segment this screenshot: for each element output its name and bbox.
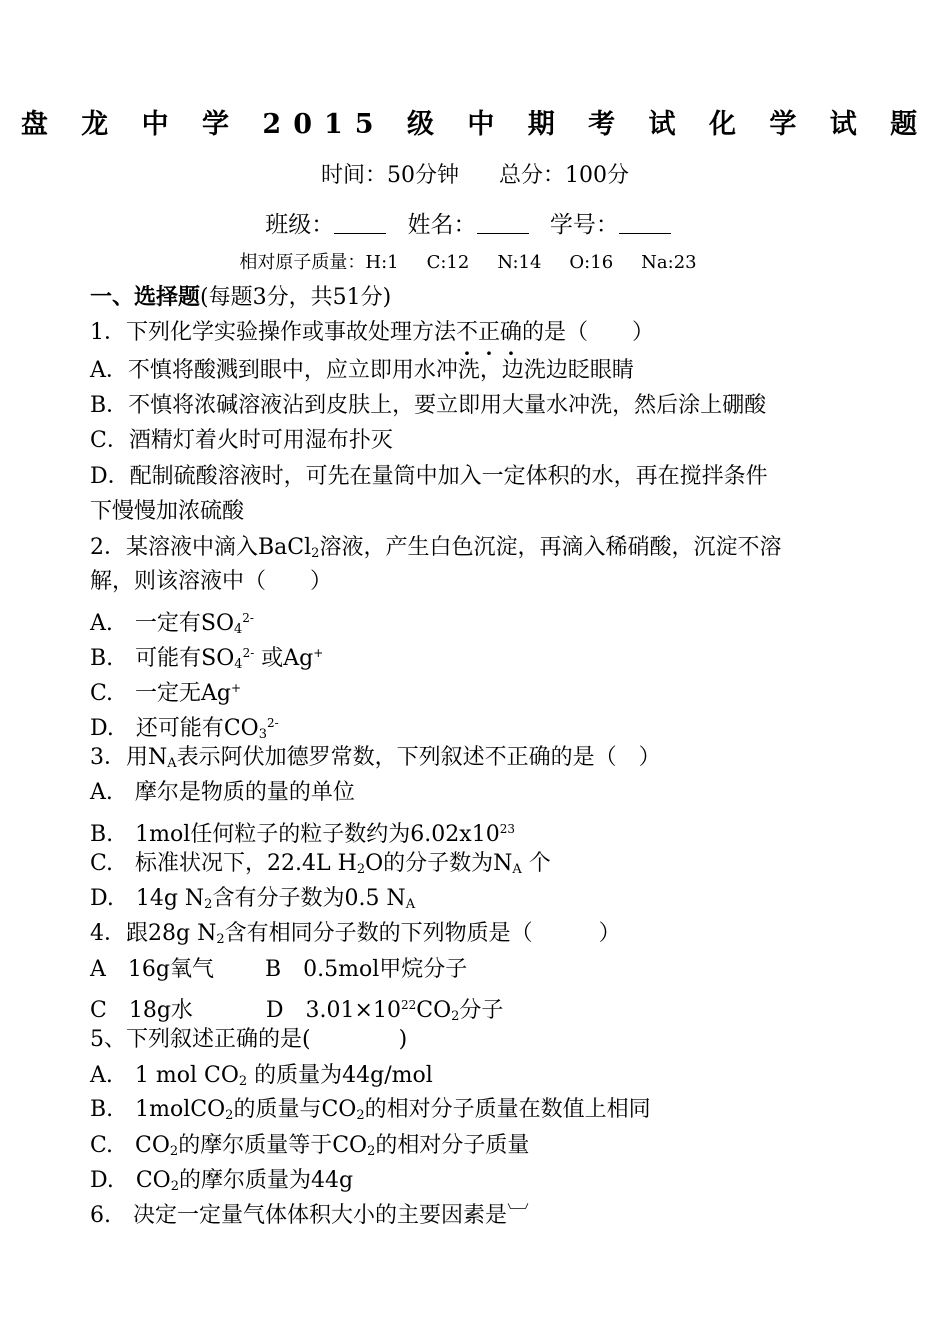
class-label: 班级：: [265, 212, 335, 238]
question-1-stem: 1．下列化学实验操作或事故处理方法不正确的是（ ）: [90, 320, 655, 345]
question-6-stem: 6. 决定一定量气体体积大小的主要因素是︺: [90, 1203, 529, 1228]
mass-item: C:12: [426, 252, 470, 273]
name-blank: [477, 215, 529, 234]
section-note: (每题3分，共51分): [200, 285, 392, 310]
question-1-option-a: A．不慎将酸溅到眼中，应立即用水冲洗，边洗边眨眼睛: [90, 358, 634, 383]
question-3-option-d: D. 14g $N_2$含有分子数为0.5 $N_A$: [90, 886, 416, 912]
question-1-option-c: C．酒精灯着火时可用湿布扑灭: [90, 428, 393, 453]
question-1-option-d: D．配制硫酸溶液时，可先在量筒中加入一定体积的水，再在搅拌条件: [90, 464, 768, 489]
student-id-label: 学号：: [549, 212, 619, 238]
exam-total-score: 总分：100分: [499, 163, 629, 188]
student-info: [0, 206, 950, 239]
question-4-stem: 4．跟28g $N_2$含有相同分子数的下列物质是（ ）: [90, 921, 621, 947]
question-1-option-d-cont: 下慢慢加浓硫酸: [90, 499, 245, 524]
question-5-stem: 5、下列叙述正确的是( ): [90, 1027, 408, 1052]
question-5-option-d: D. $CO_2$的摩尔质量为44g: [90, 1168, 354, 1194]
relative-atomic-mass: [0, 248, 950, 274]
question-2-option-d: D. 还可能有$CO_3^{2-}$: [90, 716, 279, 742]
question-2-stem-cont: 解，则该溶液中（ ）: [90, 569, 333, 594]
question-4-options-cd: C 18g水 D $3.01\times 10^{22}CO_2$分子: [90, 998, 504, 1024]
section-heading: [90, 282, 870, 313]
mass-item: H:1: [365, 252, 399, 273]
question-4-options-ab: A 16g氧气 B 0.5mol甲烷分子: [90, 957, 468, 982]
question-2-stem: 2．某溶液中滴入BaCl$_2$溶液，产生白色沉淀，再滴入稀硝酸，沉淀不溶: [90, 535, 782, 561]
mass-item: N:14: [497, 252, 542, 273]
name-label: 姓名：: [407, 212, 477, 238]
question-2-option-b: B. 可能有$SO_4^{2-}$ 或Ag+: [90, 646, 324, 672]
question-5-option-a: A. 1 mol $CO_2$ 的质量为44g/mol: [90, 1063, 433, 1089]
exam-title: 盘 龙 中 学 2015 级 中 期 考 试 化 学 试 题: [20, 109, 930, 140]
emphasis-char: 不: [456, 320, 479, 345]
exam-time: 时间：50分钟: [321, 163, 459, 188]
exam-info: [0, 158, 950, 189]
class-blank: [334, 215, 386, 234]
question-5-option-c: C. $CO_2$的摩尔质量等于$CO_2$的相对分子质量: [90, 1133, 530, 1159]
mass-label: 相对原子质量：: [239, 252, 366, 273]
section-title: 一、选择题: [90, 284, 201, 310]
question-3-option-c: C. 标准状况下，22.4L $H_2O$的分子数为$N_A$ 个: [90, 851, 551, 877]
question-3-option-b: B. 1mol任何粒子的粒子数约为$6.02x10^{23}$: [90, 822, 515, 847]
question-2-option-a: A. 一定有$SO_4^{2-}$: [90, 611, 254, 637]
mass-item: O:16: [569, 252, 614, 273]
question-2-option-c: C. 一定无Ag+: [90, 681, 242, 706]
question-3-stem: 3．用$N_A$表示阿伏加德罗常数，下列叙述不正确的是（ ）: [90, 745, 661, 771]
emphasis-char: 正: [478, 320, 501, 345]
question-5-option-b: B. 1molCO$_2$的质量与$CO_2$的相对分子质量在数值上相同: [90, 1097, 651, 1123]
student-id-blank: [619, 215, 671, 234]
mass-item: Na:23: [641, 252, 697, 273]
question-1-option-b: B．不慎将浓碱溶液沾到皮肤上，要立即用大量水冲洗，然后涂上硼酸: [90, 393, 767, 418]
emphasis-char: 确: [500, 320, 523, 345]
question-3-option-a: A. 摩尔是物质的量的单位: [90, 780, 355, 805]
